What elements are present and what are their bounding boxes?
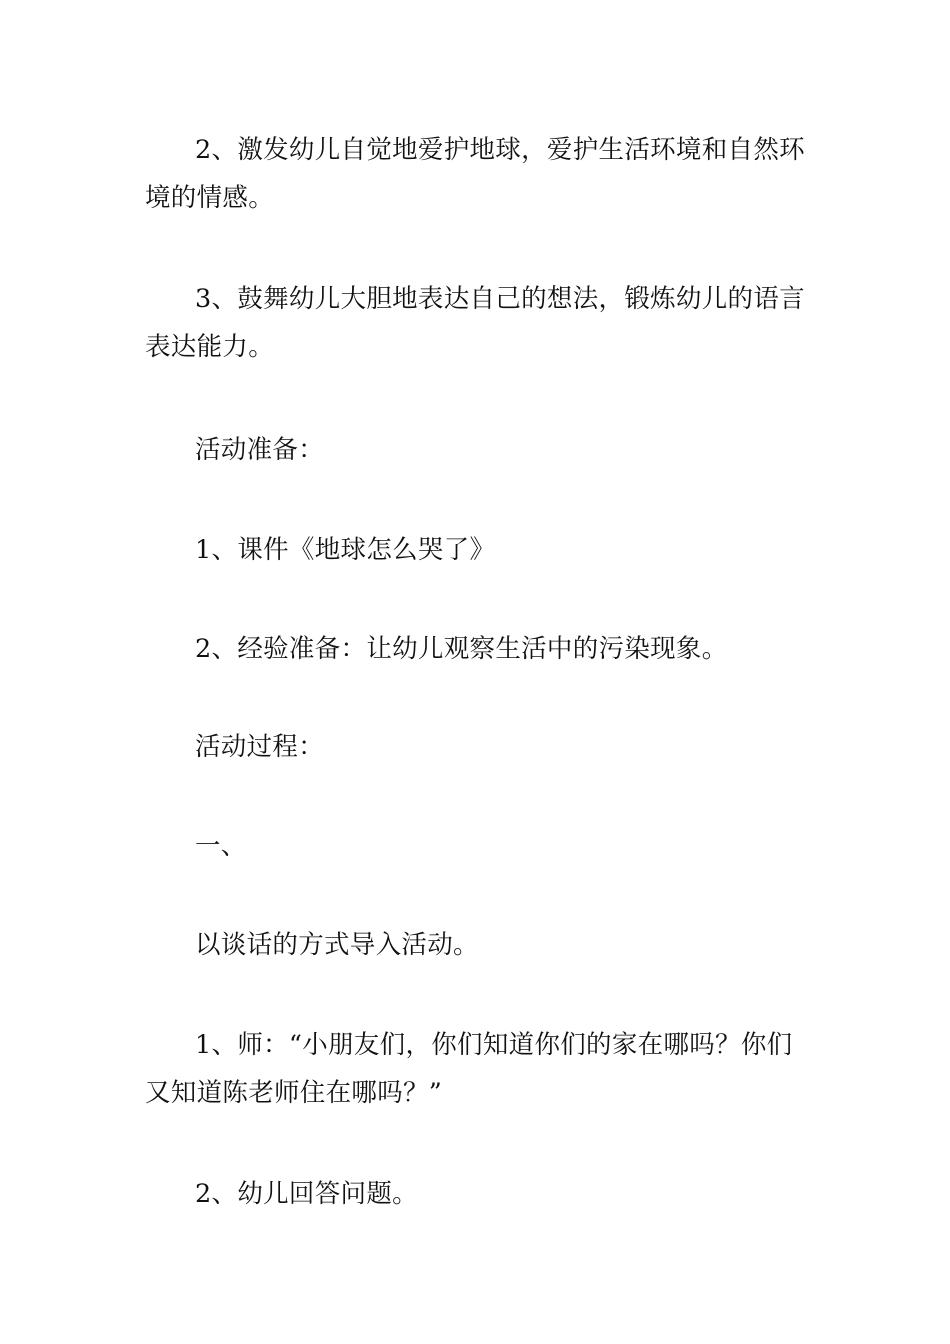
heading-activity-preparation: 活动准备： (195, 435, 325, 465)
heading-activity-process: 活动过程： (195, 732, 325, 762)
paragraph-objective-3: 3、鼓舞幼儿大胆地表达自己的想法，锻炼幼儿的语言表达能力。 (145, 284, 805, 362)
paragraph-teacher-question: 1、师：“小朋友们，你们知道你们的家在哪吗？你们又知道陈老师住在哪吗？” (145, 1030, 793, 1108)
paragraph-objective-2: 2、激发幼儿自觉地爱护地球，爱护生活环境和自然环境的情感。 (145, 135, 805, 213)
paragraph-preparation-1: 1、课件《地球怎么哭了》 (195, 535, 496, 565)
heading-step-one: 一、 (195, 831, 247, 861)
paragraph-preparation-2: 2、经验准备：让幼儿观察生活中的污染现象。 (195, 634, 728, 664)
paragraph-step-intro: 以谈话的方式导入活动。 (195, 930, 479, 960)
paragraph-children-answer: 2、幼儿回答问题。 (195, 1179, 418, 1209)
